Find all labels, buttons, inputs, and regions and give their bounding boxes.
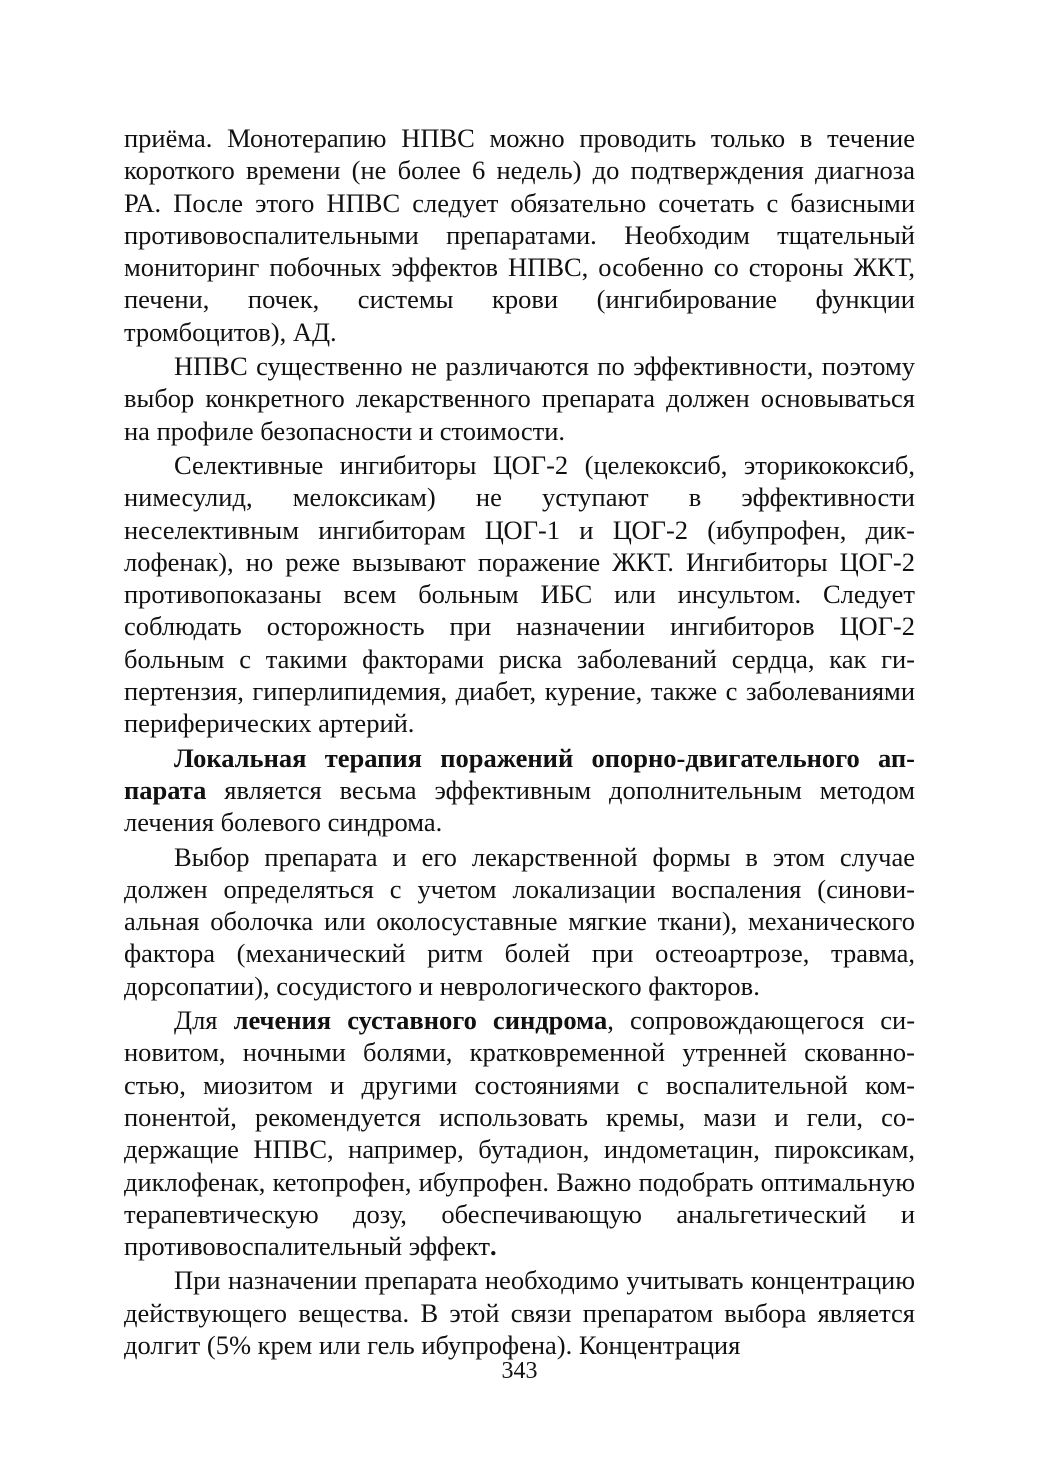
paragraph [124,449,915,740]
page-number: 343 [501,1358,538,1384]
paragraph-text: приёма. Монотерапию НПВС можно проводить только в течение короткого времени (не более 6 недель) до подтверждения диагноза РА. После этого НПВС следует обязательно сочетать с базисными противовоспалительными препаратами. Необходим тщательный мониторинг побочных эффектов НПВС, особенно со стороны ЖКТ, печени, почек, системы крови (ингибирование функции тромбоцитов), АД. [124,123,915,347]
paragraph-text: НПВС существенно не различаются по эффективности, поэтому выбор конкретного лекарственного препарата должен основываться на профиле безопасности и стоимости. [124,351,915,446]
bold-term: Локальная терапия поражений опорно-двигательного аппарата [124,742,915,805]
paragraph-text: Выбор препарата и его лекарственной формы в этом случае должен определяться с учетом локализации воспаления (синовиальная оболочка или околосуставные мягкие ткани), механического фактора (механический ритм болей при остеоартрозе, травма, дорсопатии), сосудистого и неврологического факторов. [124,841,915,1001]
bold-term: лечения суставного синдрома [233,1005,608,1036]
paragraph-text: Для [174,1005,234,1036]
paragraph [124,742,915,839]
paragraph [124,350,915,447]
paragraph-text: , сопровождающегося синовитом, ночными болями, кратковременной утренней скованностью, миозитом и другими состояниями с воспалительной компонентой, рекомендуется использовать кремы, мази и гели, содержащие НПВС, например, бутадион, индометацин, пироксикам, диклофенак, кетопрофен, ибупрофен. Важно подобрать оптимальную терапевтическую дозу, обеспечивающую анальгетический и противовоспалительный эффект [124,1005,916,1262]
page-body [124,122,915,1361]
paragraph-text: Селективные ингибиторы ЦОГ-2 (целекоксиб, эторикококсиб, нимесулид, мелоксикам) не уступают в эффективности неселективным ингибиторам ЦОГ-1 и ЦОГ-2 (ибупрофен, диклофенак), но реже вызывают поражение ЖКТ. Ингибиторы ЦОГ-2 противопоказаны всем больным ИБС или инсультом. Следует соблюдать осторожность при назначении ингибиторов ЦОГ-2 больным с такими факторами риска заболеваний сердца, как гипертензия, гиперлипидемия, диабет, курение, также с заболеваниями периферических артерий. [124,449,915,739]
paragraph [124,1004,915,1262]
paragraph [124,122,915,348]
bold-period: . [489,1231,497,1262]
paragraph [124,841,915,1002]
paragraph-text: При назначении препарата необходимо учитывать концентрацию действующего вещества. В этой связи препаратом выбора является долгит (5% крем или гель ибупрофена). Концентрация [124,1265,915,1360]
paragraph [124,1264,915,1361]
paragraph-text: является весьма эффективным дополнительным методом лечения болевого синдрома. [124,774,915,838]
